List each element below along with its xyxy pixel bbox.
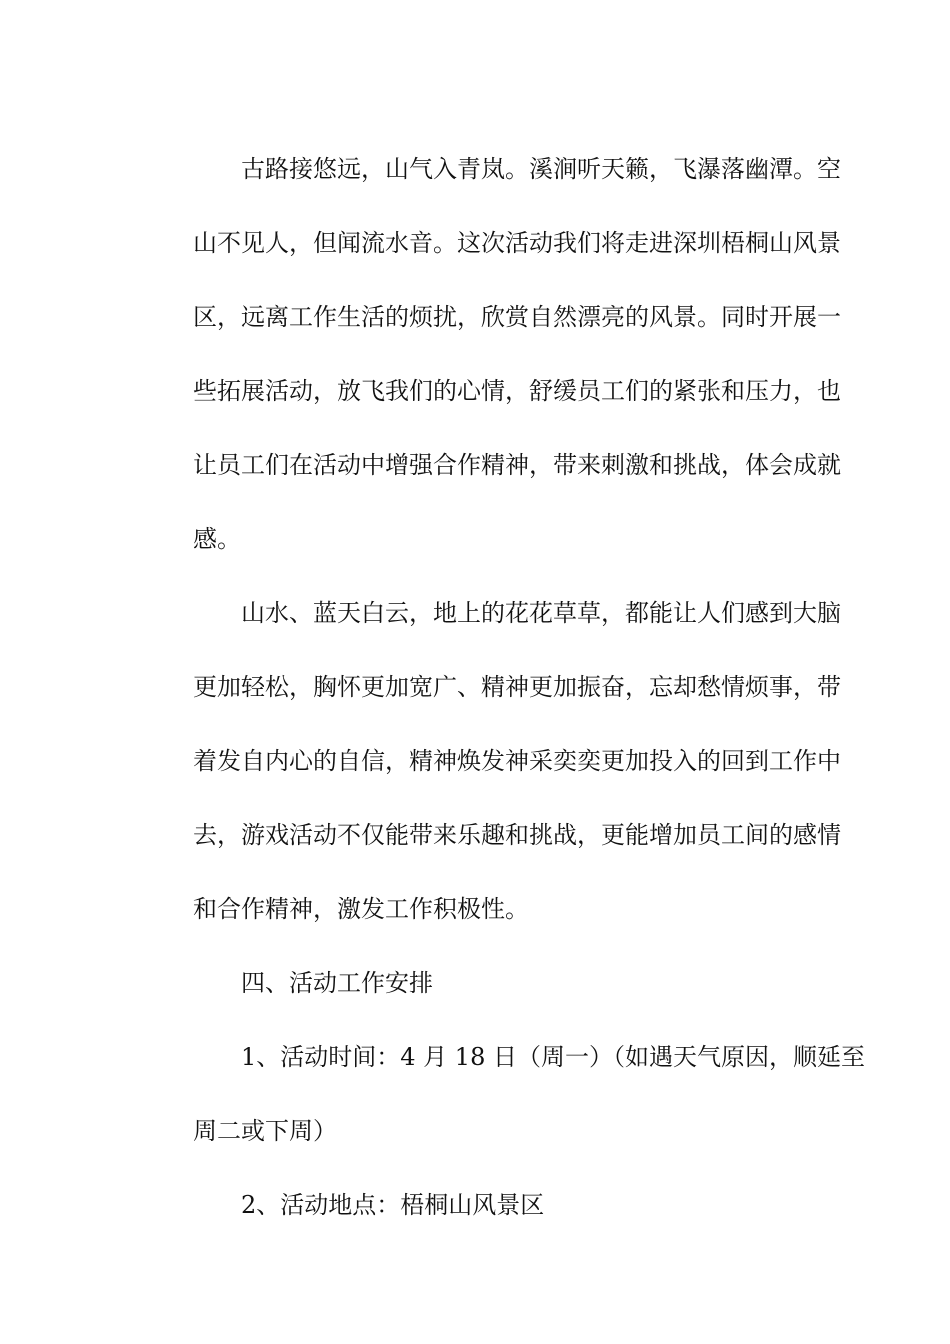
list-item-activity-time bbox=[145, 1020, 865, 1168]
text-line: 和合作精神，激发工作积极性。 bbox=[193, 895, 529, 923]
section-heading: 四、活动工作安排 bbox=[241, 969, 433, 997]
text-line: 山水、蓝天白云，地上的花花草草，都能让人们感到大脑 bbox=[241, 599, 841, 627]
list-item-activity-place bbox=[145, 1168, 807, 1242]
text-line: 周二或下周） bbox=[193, 1117, 337, 1145]
text-line: 让员工们在活动中增强合作精神，带来刺激和挑战，体会成就 bbox=[193, 451, 841, 479]
document-body bbox=[145, 132, 865, 1242]
text-line: 2、活动地点：梧桐山风景区 bbox=[241, 1191, 545, 1219]
text-line: 去，游戏活动不仅能带来乐趣和挑战，更能增加员工间的感情 bbox=[193, 821, 841, 849]
paragraph-benefits bbox=[145, 576, 841, 946]
section-heading-activity-arrangement bbox=[145, 946, 807, 1020]
text-line: 些拓展活动，放飞我们的心情，舒缓员工们的紧张和压力，也 bbox=[193, 377, 841, 405]
text-line: 更加轻松，胸怀更加宽广、精神更加振奋，忘却愁情烦事，带 bbox=[193, 673, 841, 701]
text-line: 古路接悠远，山气入青岚。溪涧听天籁，飞瀑落幽潭。空 bbox=[241, 155, 841, 183]
paragraph-intro-poem bbox=[145, 132, 841, 576]
text-line: 着发自内心的自信，精神焕发神采奕奕更加投入的回到工作中 bbox=[193, 747, 841, 775]
text-line: 1、活动时间：4 月 18 日（周一）（如遇天气原因，顺延至 bbox=[241, 1043, 865, 1071]
text-line: 区，远离工作生活的烦扰，欣赏自然漂亮的风景。同时开展一 bbox=[193, 303, 841, 331]
text-line: 感。 bbox=[193, 525, 241, 553]
text-line: 山不见人，但闻流水音。这次活动我们将走进深圳梧桐山风景 bbox=[193, 229, 841, 257]
